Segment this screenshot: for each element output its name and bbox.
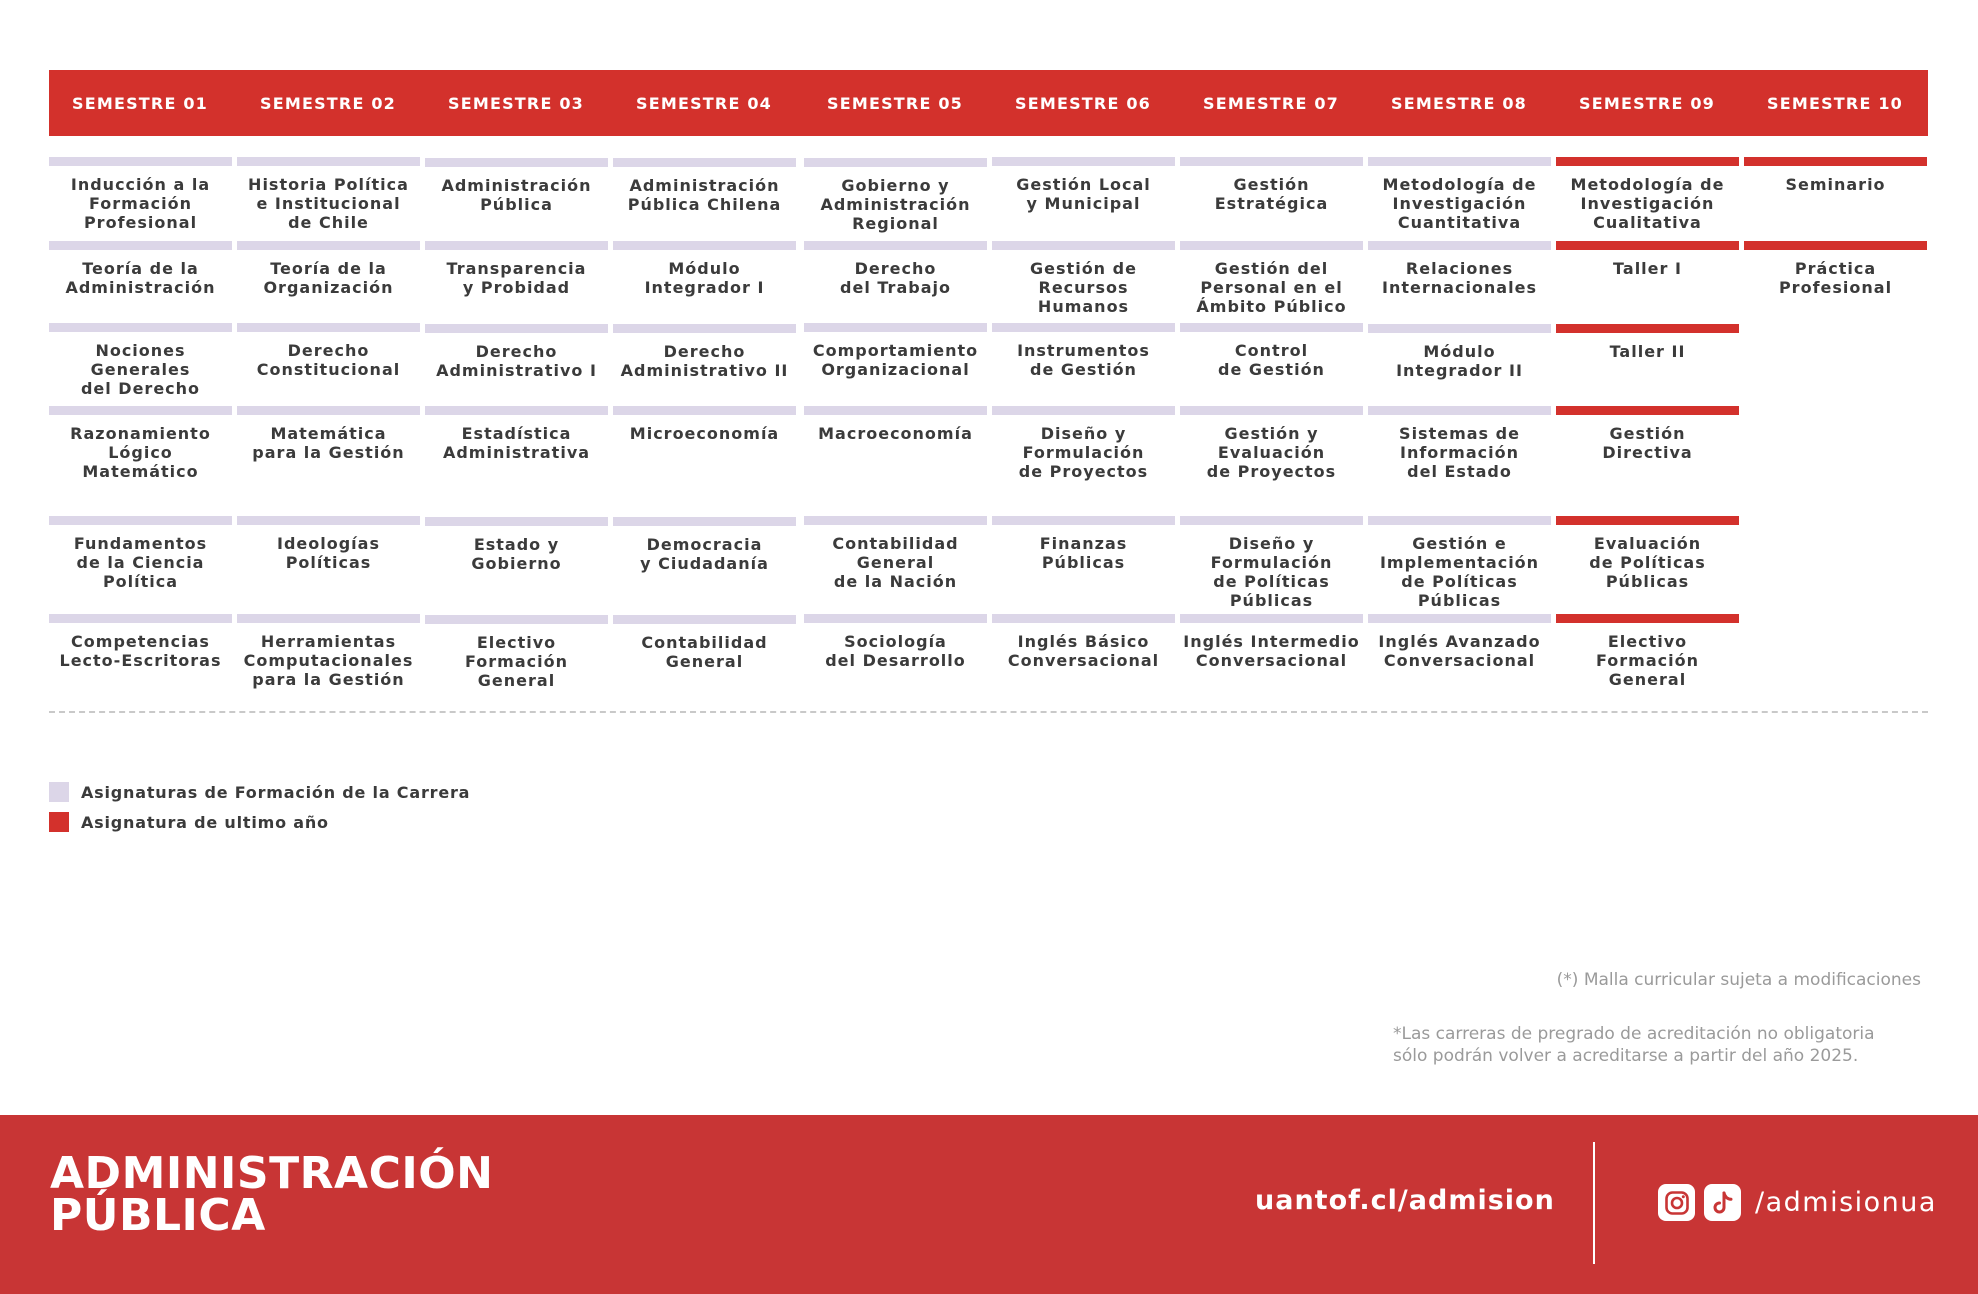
final-year-bar — [1556, 614, 1739, 623]
accreditation-note-line2: sólo podrán volver a acreditarse a partir del año 2025. — [1393, 1046, 1859, 1066]
final-year-bar — [1744, 157, 1927, 166]
career-course-bar — [425, 324, 608, 333]
legend-label-final-year: Asignatura de ultimo año — [81, 812, 329, 832]
career-course-bar — [425, 517, 608, 526]
course-name: Diseño y Formulación de Proyectos — [1018, 424, 1149, 481]
course-cell — [1556, 157, 1739, 232]
career-course-bar — [425, 615, 608, 624]
course-name: Competencias Lecto-Escritoras — [59, 632, 222, 670]
career-course-bar — [237, 323, 420, 332]
career-course-bar — [992, 614, 1175, 623]
course-cell — [49, 241, 232, 297]
footer — [0, 1115, 1978, 1294]
career-course-bar — [1180, 157, 1363, 166]
course-cell — [1556, 406, 1739, 462]
instagram-icon[interactable] — [1658, 1184, 1695, 1221]
course-name: Finanzas Públicas — [1039, 534, 1128, 572]
course-cell — [992, 406, 1175, 481]
course-cell — [1368, 406, 1551, 481]
course-cell — [613, 241, 796, 297]
course-cell — [1368, 241, 1551, 297]
career-course-bar — [237, 516, 420, 525]
semester-header-5: SEMESTRE 05 — [826, 93, 964, 113]
course-name: Teoría de la Administración — [65, 259, 216, 297]
course-cell — [1368, 157, 1551, 232]
course-name: Taller II — [1609, 342, 1686, 361]
course-cell — [1180, 157, 1363, 213]
program-title-line1: ADMINISTRACIÓN — [50, 1148, 494, 1199]
career-course-bar — [237, 614, 420, 623]
course-name: Seminario — [1785, 175, 1886, 194]
course-cell — [237, 157, 420, 232]
course-cell — [1744, 241, 1927, 297]
course-name: Metodología de Investigación Cuantitativa — [1382, 175, 1537, 232]
career-course-bar — [1368, 406, 1551, 415]
career-course-bar — [49, 406, 232, 415]
career-course-bar — [992, 406, 1175, 415]
course-name: Electivo Formación General — [1596, 632, 1699, 689]
course-name: Gobierno y Administración Regional — [820, 176, 971, 233]
course-name: Módulo Integrador II — [1396, 342, 1523, 380]
course-name: Relaciones Internacionales — [1382, 259, 1537, 297]
legend-swatch-final-year — [49, 812, 69, 832]
final-year-bar — [1556, 241, 1739, 250]
course-cell — [237, 516, 420, 572]
course-name: Módulo Integrador I — [644, 259, 765, 297]
program-title-line2: PÚBLICA — [50, 1190, 266, 1241]
career-course-bar — [992, 157, 1175, 166]
career-course-bar — [237, 157, 420, 166]
course-name: Gestión y Evaluación de Proyectos — [1206, 424, 1337, 481]
course-name: Sociología del Desarrollo — [825, 632, 966, 670]
course-cell — [613, 406, 796, 443]
career-course-bar — [425, 406, 608, 415]
course-cell — [1180, 614, 1363, 670]
course-cell — [992, 323, 1175, 379]
legend-final-year — [49, 812, 329, 832]
course-name: Contabilidad General — [641, 633, 768, 671]
course-cell — [804, 241, 987, 297]
legend-swatch-career — [49, 782, 69, 802]
course-name: Derecho del Trabajo — [840, 259, 951, 297]
course-cell — [49, 406, 232, 481]
course-name: Metodología de Investigación Cualitativa — [1570, 175, 1725, 232]
course-cell — [425, 324, 608, 380]
course-cell — [49, 157, 232, 232]
course-name: Macroeconomía — [818, 424, 973, 443]
legend-label-career: Asignaturas de Formación de la Carrera — [81, 782, 471, 802]
course-cell — [1180, 241, 1363, 316]
career-course-bar — [1180, 241, 1363, 250]
course-cell — [425, 241, 608, 297]
course-name: Herramientas Computacionales para la Gestión — [243, 632, 414, 689]
final-year-bar — [1556, 406, 1739, 415]
course-name: Gestión del Personal en el Ámbito Público — [1196, 259, 1347, 316]
career-course-bar — [804, 158, 987, 167]
course-name: Inglés Avanzado Conversacional — [1378, 632, 1541, 670]
career-course-bar — [613, 324, 796, 333]
accreditation-note — [1393, 1023, 1875, 1067]
course-cell — [992, 241, 1175, 316]
career-course-bar — [49, 241, 232, 250]
career-course-bar — [613, 517, 796, 526]
course-name: Gestión Directiva — [1602, 424, 1693, 462]
course-cell — [1556, 241, 1739, 278]
course-name: Taller I — [1613, 259, 1682, 278]
course-cell — [1744, 157, 1927, 194]
career-course-bar — [992, 323, 1175, 332]
course-name: Comportamiento Organizacional — [812, 341, 979, 379]
career-course-bar — [1180, 406, 1363, 415]
course-name: Contabilidad General de la Nación — [832, 534, 959, 591]
course-cell — [992, 157, 1175, 213]
course-cell — [992, 614, 1175, 670]
course-cell — [425, 406, 608, 462]
career-course-bar — [804, 516, 987, 525]
accreditation-note-line1: *Las carreras de pregrado de acreditación no obligatoria — [1393, 1024, 1875, 1044]
course-cell — [1556, 324, 1739, 361]
course-cell — [1556, 516, 1739, 591]
course-name: Administración Pública — [441, 176, 592, 214]
course-name: Teoría de la Organización — [263, 259, 394, 297]
career-course-bar — [613, 241, 796, 250]
course-name: Razonamiento Lógico Matemático — [70, 424, 211, 481]
modification-note: (*) Malla curricular sujeta a modificaciones — [1556, 970, 1921, 990]
course-name: Historia Política e Institucional de Chile — [248, 175, 409, 232]
course-name: Gestión Local y Municipal — [1016, 175, 1151, 213]
course-name: Estadística Administrativa — [442, 424, 591, 462]
career-course-bar — [1180, 516, 1363, 525]
course-cell — [992, 516, 1175, 572]
semester-header-4: SEMESTRE 04 — [635, 93, 773, 113]
course-name: Derecho Administrativo I — [436, 342, 597, 380]
career-course-bar — [1368, 324, 1551, 333]
course-name: Transparencia y Probidad — [446, 259, 587, 297]
course-name: Instrumentos de Gestión — [1017, 341, 1150, 379]
career-course-bar — [237, 406, 420, 415]
course-name: Matemática para la Gestión — [252, 424, 405, 462]
course-name: Fundamentos de la Ciencia Política — [73, 534, 208, 591]
course-name: Nociones Generales del Derecho — [80, 341, 201, 398]
course-cell — [613, 615, 796, 671]
course-cell — [804, 158, 987, 233]
course-cell — [1368, 614, 1551, 670]
course-cell — [237, 406, 420, 462]
course-name: Administración Pública Chilena — [627, 176, 782, 214]
semester-header-6: SEMESTRE 06 — [1014, 93, 1152, 113]
career-course-bar — [425, 158, 608, 167]
course-cell — [49, 614, 232, 670]
course-cell — [804, 516, 987, 591]
semester-header-9: SEMESTRE 09 — [1578, 93, 1716, 113]
course-name: Evaluación de Políticas Públicas — [1589, 534, 1706, 591]
career-course-bar — [237, 241, 420, 250]
course-name: Microeconomía — [629, 424, 780, 443]
final-year-bar — [1556, 324, 1739, 333]
course-name: Derecho Administrativo II — [620, 342, 789, 380]
course-cell — [613, 324, 796, 380]
course-name: Control de Gestión — [1218, 341, 1325, 379]
course-name: Democracia y Ciudadanía — [640, 535, 769, 573]
course-cell — [237, 323, 420, 379]
semester-header-1: SEMESTRE 01 — [71, 93, 209, 113]
career-course-bar — [1368, 614, 1551, 623]
career-course-bar — [1368, 241, 1551, 250]
course-name: Inglés Básico Conversacional — [1007, 632, 1160, 670]
course-cell — [1556, 614, 1739, 689]
final-year-bar — [1556, 516, 1739, 525]
course-name: Ideologías Políticas — [277, 534, 380, 572]
course-cell — [804, 406, 987, 443]
course-cell — [237, 614, 420, 689]
career-course-bar — [49, 614, 232, 623]
course-cell — [613, 517, 796, 573]
course-name: Práctica Profesional — [1778, 259, 1893, 297]
footer-divider — [1593, 1142, 1595, 1264]
semester-header-2: SEMESTRE 02 — [259, 93, 397, 113]
course-cell — [425, 158, 608, 214]
course-cell — [804, 614, 987, 670]
course-cell — [1368, 324, 1551, 380]
career-course-bar — [613, 615, 796, 624]
social-handle[interactable]: /admisionua — [1755, 1187, 1937, 1218]
final-year-bar — [1744, 241, 1927, 250]
career-course-bar — [992, 516, 1175, 525]
course-cell — [1368, 516, 1551, 610]
course-name: Inglés Intermedio Conversacional — [1183, 632, 1360, 670]
career-course-bar — [1180, 614, 1363, 623]
career-course-bar — [425, 241, 608, 250]
course-cell — [1180, 323, 1363, 379]
course-name: Gestión de Recursos Humanos — [1030, 259, 1137, 316]
course-name: Sistemas de Información del Estado — [1399, 424, 1520, 481]
course-name: Gestión e Implementación de Políticas Públicas — [1379, 534, 1540, 610]
course-name: Diseño y Formulación de Políticas Públicas — [1210, 534, 1333, 610]
course-cell — [804, 323, 987, 379]
course-cell — [49, 323, 232, 398]
career-course-bar — [992, 241, 1175, 250]
website-link[interactable]: uantof.cl/admision — [1255, 1185, 1555, 1216]
final-year-bar — [1556, 157, 1739, 166]
career-course-bar — [1368, 157, 1551, 166]
career-course-bar — [613, 406, 796, 415]
course-name: Derecho Constitucional — [256, 341, 401, 379]
career-course-bar — [804, 406, 987, 415]
legend-career — [49, 782, 470, 802]
career-course-bar — [49, 516, 232, 525]
semester-header-3: SEMESTRE 03 — [447, 93, 585, 113]
tiktok-icon[interactable] — [1704, 1184, 1741, 1221]
semester-header-10: SEMESTRE 10 — [1766, 93, 1904, 113]
dashed-divider — [49, 711, 1928, 713]
course-name: Inducción a la Formación Profesional — [70, 175, 211, 232]
career-course-bar — [49, 323, 232, 332]
course-name: Electivo Formación General — [465, 633, 568, 690]
course-cell — [613, 158, 796, 214]
career-course-bar — [804, 241, 987, 250]
career-course-bar — [613, 158, 796, 167]
course-cell — [1180, 406, 1363, 481]
career-course-bar — [804, 614, 987, 623]
career-course-bar — [804, 323, 987, 332]
career-course-bar — [1180, 323, 1363, 332]
career-course-bar — [49, 157, 232, 166]
course-cell — [425, 517, 608, 573]
semester-header-8: SEMESTRE 08 — [1390, 93, 1528, 113]
program-title — [50, 1148, 494, 1241]
career-course-bar — [1368, 516, 1551, 525]
course-cell — [425, 615, 608, 690]
course-name: Estado y Gobierno — [471, 535, 562, 573]
course-cell — [49, 516, 232, 591]
course-cell — [1180, 516, 1363, 610]
course-cell — [237, 241, 420, 297]
course-name: Gestión Estratégica — [1214, 175, 1329, 213]
semester-header-7: SEMESTRE 07 — [1202, 93, 1340, 113]
